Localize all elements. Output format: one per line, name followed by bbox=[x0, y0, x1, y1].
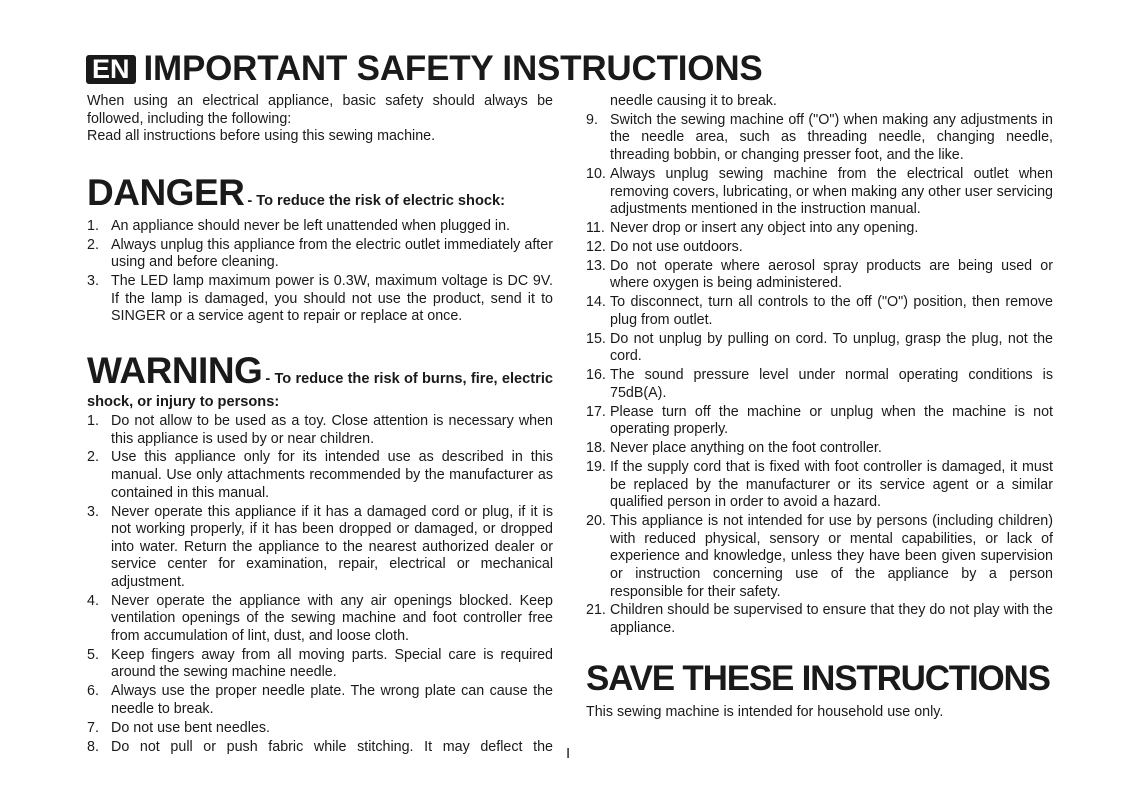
list-item bbox=[586, 239, 1053, 257]
list-item bbox=[586, 112, 1053, 165]
item-text: Always unplug sewing machine from the electrical outlet when removing covers, lubricating, or when making any other user servicing adjustments mentioned in the instruction manual. bbox=[610, 165, 1053, 218]
list-item bbox=[87, 647, 553, 682]
item-number: 9. bbox=[586, 111, 598, 128]
item-text: Always use the proper needle plate. The wrong plate can cause the needle to break. bbox=[111, 683, 553, 717]
item-text: Never drop or insert any object into any opening. bbox=[610, 220, 919, 237]
list-item bbox=[586, 294, 1053, 329]
language-badge: EN bbox=[86, 55, 136, 84]
warning-heading bbox=[87, 350, 553, 413]
item-text: To disconnect, turn all controls to the off ("O") position, then remove plug from outlet. bbox=[610, 294, 1053, 328]
item-number: 18. bbox=[586, 440, 606, 457]
item-text: Do not use outdoors. bbox=[610, 238, 743, 255]
danger-list bbox=[87, 218, 553, 326]
list-item bbox=[586, 166, 1053, 219]
list-item bbox=[87, 449, 553, 502]
item-text: This appliance is not intended for use by persons (including children) with reduced physical, sensory or mental capabilities, or lack of experience and knowledge, unless they have been given supervision or instruction concerning use of the appliance by a person responsible for their safety. bbox=[610, 513, 1053, 600]
item-number: 6. bbox=[87, 683, 99, 700]
list-item bbox=[87, 683, 553, 718]
item-number: 2. bbox=[87, 449, 99, 466]
list-item bbox=[87, 413, 553, 448]
warning-list-continued bbox=[586, 112, 1053, 638]
list-item bbox=[87, 504, 553, 592]
item-text: Never place anything on the foot controller. bbox=[610, 440, 882, 457]
warning-word: WARNING bbox=[87, 349, 263, 391]
page-header bbox=[86, 50, 763, 88]
item-number: 17. bbox=[586, 403, 606, 420]
item-number: 16. bbox=[586, 367, 606, 384]
danger-heading bbox=[87, 172, 553, 214]
item-number: 13. bbox=[586, 257, 606, 274]
item-text: Always unplug this appliance from the electric outlet immediately after using and before cleaning. bbox=[111, 236, 553, 271]
list-item bbox=[586, 220, 1053, 238]
list-item bbox=[586, 459, 1053, 512]
item-text: Do not pull or push fabric while stitching. It may deflect the bbox=[111, 738, 553, 755]
item-text: Never operate the appliance with any air openings blocked. Keep ventilation openings of the sewing machine and foot controller free from accumulation of lint, dust, and loose cloth. bbox=[111, 592, 553, 644]
right-column bbox=[586, 93, 1053, 721]
household-use-note: This sewing machine is intended for household use only. bbox=[586, 703, 944, 720]
item-number: 19. bbox=[586, 459, 606, 476]
list-item bbox=[586, 513, 1053, 601]
list-item bbox=[586, 258, 1053, 293]
item-number: 11. bbox=[586, 220, 605, 237]
left-column bbox=[87, 93, 553, 758]
list-item bbox=[586, 440, 1053, 458]
list-item bbox=[87, 218, 553, 236]
item-number: 20. bbox=[586, 513, 606, 530]
item-number: 7. bbox=[87, 719, 99, 736]
list-item bbox=[87, 739, 553, 757]
list-item bbox=[586, 404, 1053, 439]
item-number: 1. bbox=[87, 412, 99, 429]
list-item bbox=[586, 602, 1053, 637]
item-number: 5. bbox=[87, 646, 99, 663]
list-item bbox=[586, 331, 1053, 366]
intro-text: When using an electrical appliance, basic safety should always be followed, including the following: bbox=[87, 93, 553, 127]
list-item bbox=[586, 367, 1053, 402]
item-text: Do not unplug by pulling on cord. To unplug, grasp the plug, not the cord. bbox=[610, 330, 1053, 365]
item-number: 10. bbox=[586, 165, 606, 182]
warning-list bbox=[87, 413, 553, 756]
list-item bbox=[87, 273, 553, 326]
item-number: 12. bbox=[586, 238, 606, 255]
item-number: 3. bbox=[87, 273, 99, 290]
page-number: I bbox=[566, 745, 571, 762]
item-text: Children should be supervised to ensure that they do not play with the appliance. bbox=[610, 602, 1053, 637]
intro-read-all: Read all instructions before using this sewing machine. bbox=[87, 128, 436, 145]
list-item bbox=[87, 237, 553, 272]
item-text: Do not allow to be used as a toy. Close attention is necessary when this appliance is used by or near children. bbox=[111, 412, 553, 447]
page-title: IMPORTANT SAFETY INSTRUCTIONS bbox=[143, 49, 763, 88]
item-number: 1. bbox=[87, 217, 99, 234]
item-text: If the supply cord that is fixed with foot controller is damaged, it must be replaced by the manufacturer or its service agent or a similar qualified person in order to avoid a hazard. bbox=[610, 459, 1053, 511]
item-text: Keep fingers away from all moving parts. Special care is required around the sewing machine needle. bbox=[111, 646, 553, 681]
item-text: Switch the sewing machine off ("O") when making any adjustments in the needle area, such as threading needle, changing needle, threading bobbin, or changing presser foot, and the like. bbox=[610, 111, 1053, 164]
item-text: Never operate this appliance if it has a damaged cord or plug, if it is not working properly, if it has been dropped or damaged, or dropped into water. Return the appliance to the nearest authorized dealer or service center for examination, repair, electrical or mechanical adjustment. bbox=[111, 503, 553, 590]
item-number: 4. bbox=[87, 592, 99, 609]
save-instructions-heading: SAVE THESE INSTRUCTIONS bbox=[586, 658, 1050, 698]
item-text: The sound pressure level under normal operating conditions is 75dB(A). bbox=[610, 367, 1053, 401]
item-number: 2. bbox=[87, 236, 99, 253]
item-number: 8. bbox=[87, 738, 99, 755]
item-text: Do not use bent needles. bbox=[111, 719, 270, 736]
warning-subtitle: - To reduce the risk of burns, fire, electric shock, or injury to persons: bbox=[87, 370, 553, 410]
danger-subtitle: - To reduce the risk of electric shock: bbox=[247, 192, 505, 209]
item-text: The LED lamp maximum power is 0.3W, maximum voltage is DC 9V. If the lamp is damaged, you should not use the product, send it to SINGER or a service agent to repair or replace at once. bbox=[111, 273, 553, 325]
item-text: Please turn off the machine or unplug when the machine is not operating properly. bbox=[610, 403, 1053, 438]
list-item bbox=[87, 593, 553, 646]
item-number: 15. bbox=[586, 330, 606, 347]
item-text: Use this appliance only for its intended use as described in this manual. Use only attachments recommended by the manufacturer as contained in this manual. bbox=[111, 449, 553, 501]
item-number: 14. bbox=[586, 294, 606, 311]
danger-word: DANGER bbox=[87, 171, 245, 213]
item-text: An appliance should never be left unattended when plugged in. bbox=[111, 217, 511, 234]
item-8-continuation: needle causing it to break. bbox=[610, 93, 777, 109]
item-text: Do not operate where aerosol spray products are being used or where oxygen is being administered. bbox=[610, 257, 1053, 292]
list-item bbox=[87, 720, 553, 738]
item-number: 3. bbox=[87, 503, 99, 520]
item-number: 21. bbox=[586, 602, 606, 619]
